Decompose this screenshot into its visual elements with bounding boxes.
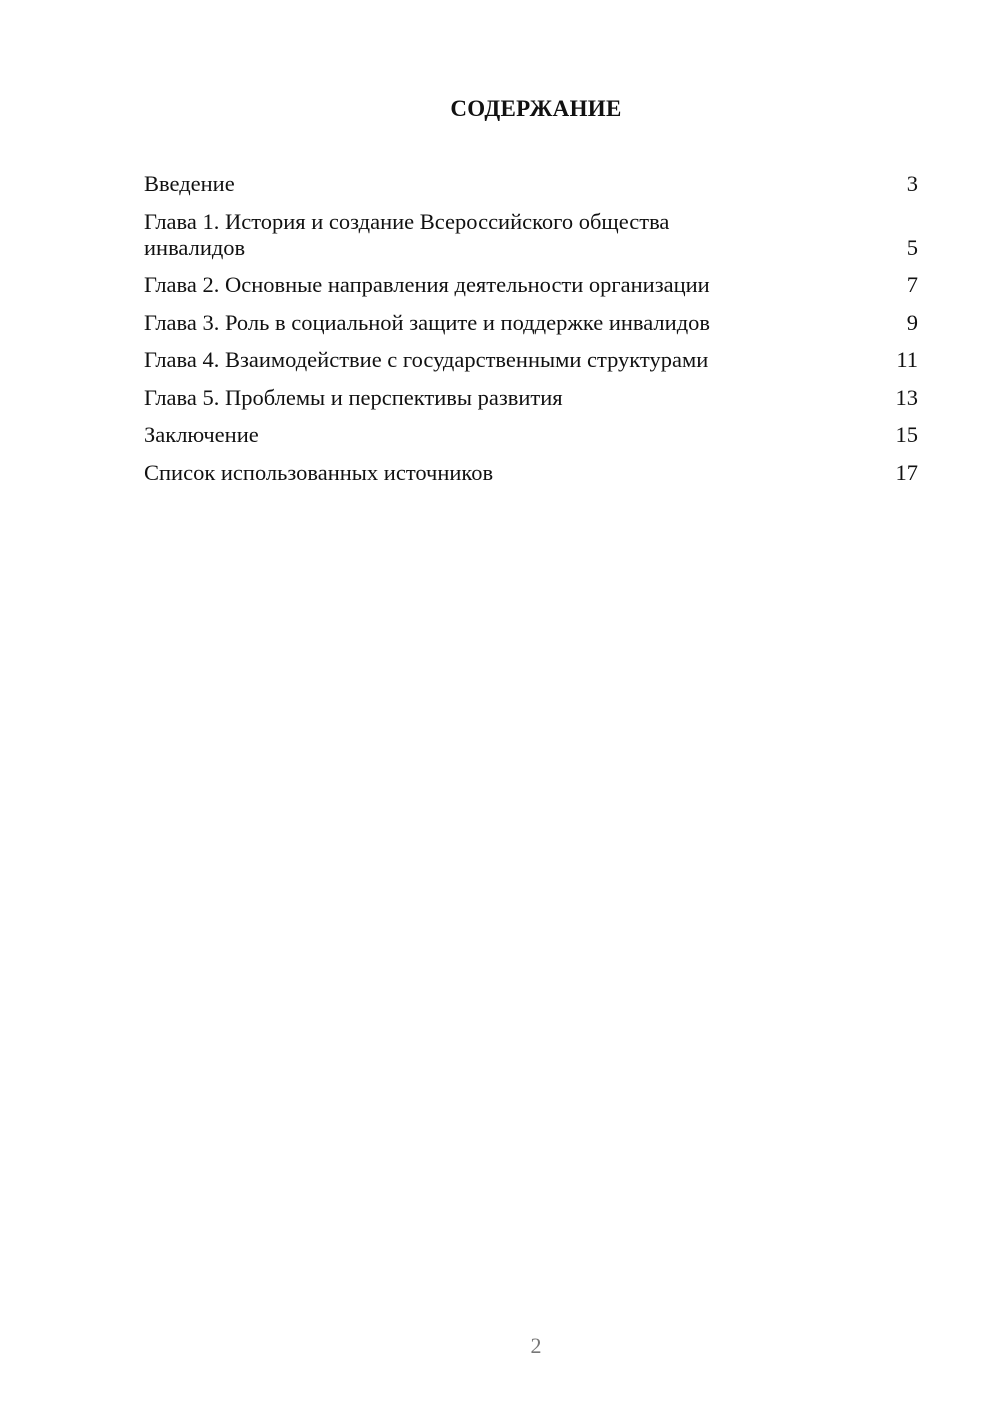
toc-entry-page: 7 bbox=[906, 272, 918, 297]
toc-entry-chapter-5 bbox=[144, 385, 918, 411]
table-of-contents bbox=[144, 171, 918, 497]
toc-entry-title: Список использованных источников bbox=[144, 459, 494, 485]
page-number: 2 bbox=[530, 1333, 542, 1358]
toc-entry-chapter-4 bbox=[144, 347, 918, 373]
toc-entry-page: 5 bbox=[906, 234, 918, 260]
toc-entry-chapter-2 bbox=[144, 272, 918, 298]
toc-entry-chapter-3 bbox=[144, 310, 918, 336]
toc-entry-title: Глава 3. Роль в социальной защите и поддержке инвалидов bbox=[144, 309, 711, 335]
toc-entry-page: 3 bbox=[906, 171, 918, 196]
toc-entry-title: Введение bbox=[144, 171, 235, 196]
toc-entry-page: 11 bbox=[896, 347, 918, 372]
toc-entry-title: Глава 2. Основные направления деятельности организации bbox=[144, 272, 710, 297]
toc-entry-references bbox=[144, 460, 918, 486]
toc-entry-chapter-1 bbox=[144, 209, 918, 261]
toc-entry-conclusion bbox=[144, 422, 918, 448]
toc-entry-title: Заключение bbox=[144, 422, 259, 447]
toc-entry-introduction bbox=[144, 171, 918, 197]
page-title: СОДЕРЖАНИЕ bbox=[450, 96, 622, 121]
toc-entry-page: 15 bbox=[895, 422, 918, 447]
toc-entry-page: 9 bbox=[906, 309, 918, 335]
toc-entry-title: Глава 4. Взаимодействие с государственными структурами bbox=[144, 347, 709, 372]
toc-entry-title: Глава 5. Проблемы и перспективы развития bbox=[144, 384, 563, 410]
toc-entry-page: 17 bbox=[895, 459, 918, 485]
toc-entry-page: 13 bbox=[895, 384, 918, 410]
toc-entry-title: Глава 1. История и создание Всероссийского общества инвалидов bbox=[144, 208, 670, 260]
